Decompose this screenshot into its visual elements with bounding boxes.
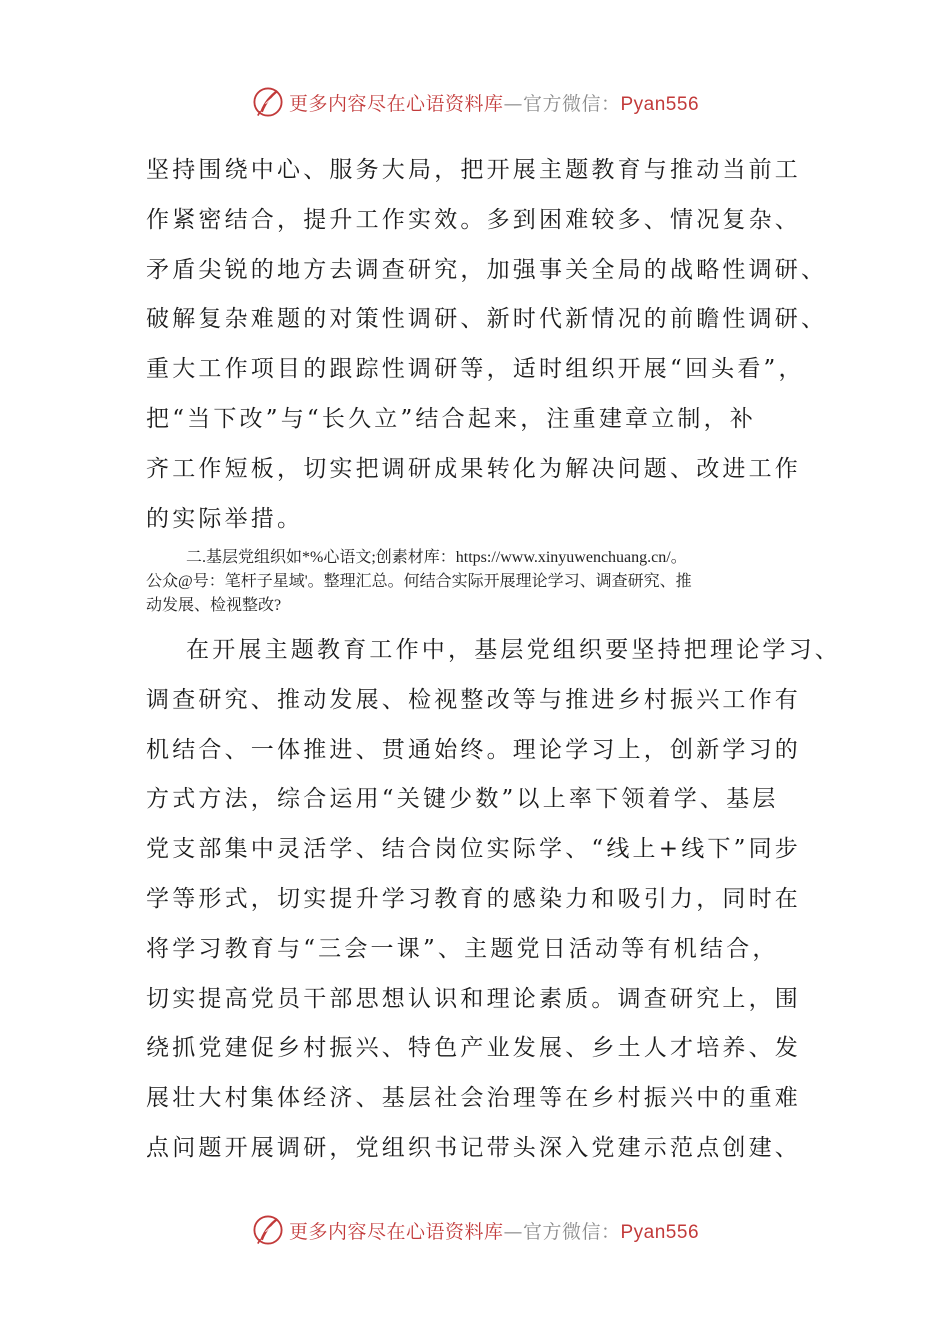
text-line: 作紧密结合，提升工作实效。多到困难较多、情况复杂、 bbox=[146, 206, 801, 233]
text-line: 的实际举措。 bbox=[146, 505, 304, 532]
heading-line: 动发展、检视整改? bbox=[146, 597, 282, 614]
text-line: 切实提高党员干部思想认识和理论素质。调查研究上，围 bbox=[146, 985, 801, 1012]
text-line: 绕抓党建促乡村振兴、特色产业发展、乡土人才培养、发 bbox=[146, 1035, 801, 1062]
text-line: 方式方法，综合运用“关键少数”以上率下领着学、基层 bbox=[146, 786, 779, 813]
text-line: 齐工作短板，切实把调研成果转化为解决问题、改进工作 bbox=[146, 455, 801, 482]
text-line: 将学习教育与“三会一课”、主题党日活动等有机结合， bbox=[146, 935, 779, 962]
text-line: 展壮大村集体经济、基层社会治理等在乡村振兴中的重难 bbox=[146, 1085, 801, 1112]
header-banner bbox=[0, 82, 950, 122]
heading-line: 公众@号：笔杆子星域'。整理汇总。何结合实际开展理论学习、调查研究、推 bbox=[146, 573, 692, 590]
text-line: 点问题开展调研，党组织书记带头深入党建示范点创建、 bbox=[146, 1134, 801, 1161]
text-line: 破解复杂难题的对策性调研、新时代新情况的前瞻性调研、 bbox=[146, 306, 828, 333]
text-line: 重大工作项目的跟踪性调研等，适时组织开展“回头看”， bbox=[146, 356, 805, 383]
text-line: 把“当下改”与“长久立”结合起来，注重建章立制，补 bbox=[146, 405, 757, 432]
section-heading bbox=[146, 546, 826, 618]
text-line: 矛盾尖锐的地方去调查研究，加强事关全局的战略性调研、 bbox=[146, 256, 828, 283]
text-line: 党支部集中灵活学、结合岗位实际学、“线上+线下”同步 bbox=[146, 836, 801, 863]
text-line: 在开展主题教育工作中，基层党组织要坚持把理论学习、 bbox=[186, 637, 841, 663]
wechat-id: Pyan556 bbox=[620, 93, 700, 115]
footer-banner bbox=[0, 1210, 950, 1250]
wechat-id: Pyan556 bbox=[620, 1221, 700, 1243]
text-line: 坚持围绕中心、服务大局，把开展主题教育与推动当前工 bbox=[146, 157, 801, 183]
heading-line: 二.基层党组织如*%心语文;创素材库：https://www.xinyuwenchuang.cn/。 bbox=[186, 549, 687, 566]
paragraph-1 bbox=[146, 146, 826, 544]
text-line: 学等形式，切实提升学习教育的感染力和吸引力，同时在 bbox=[146, 885, 801, 912]
text-line: 机结合、一体推进、贯通始终。理论学习上，创新学习的 bbox=[146, 736, 801, 763]
text-line: 调查研究、推动发展、检视整改等与推进乡村振兴工作有 bbox=[146, 686, 801, 713]
quill-logo-icon bbox=[251, 1213, 285, 1247]
quill-logo-icon bbox=[251, 85, 285, 119]
banner-text: 更多内容尽在心语资料库—官方微信：Pyan556 bbox=[288, 92, 700, 115]
banner-text: 更多内容尽在心语资料库—官方微信：Pyan556 bbox=[288, 1220, 700, 1243]
paragraph-2 bbox=[146, 626, 841, 1174]
